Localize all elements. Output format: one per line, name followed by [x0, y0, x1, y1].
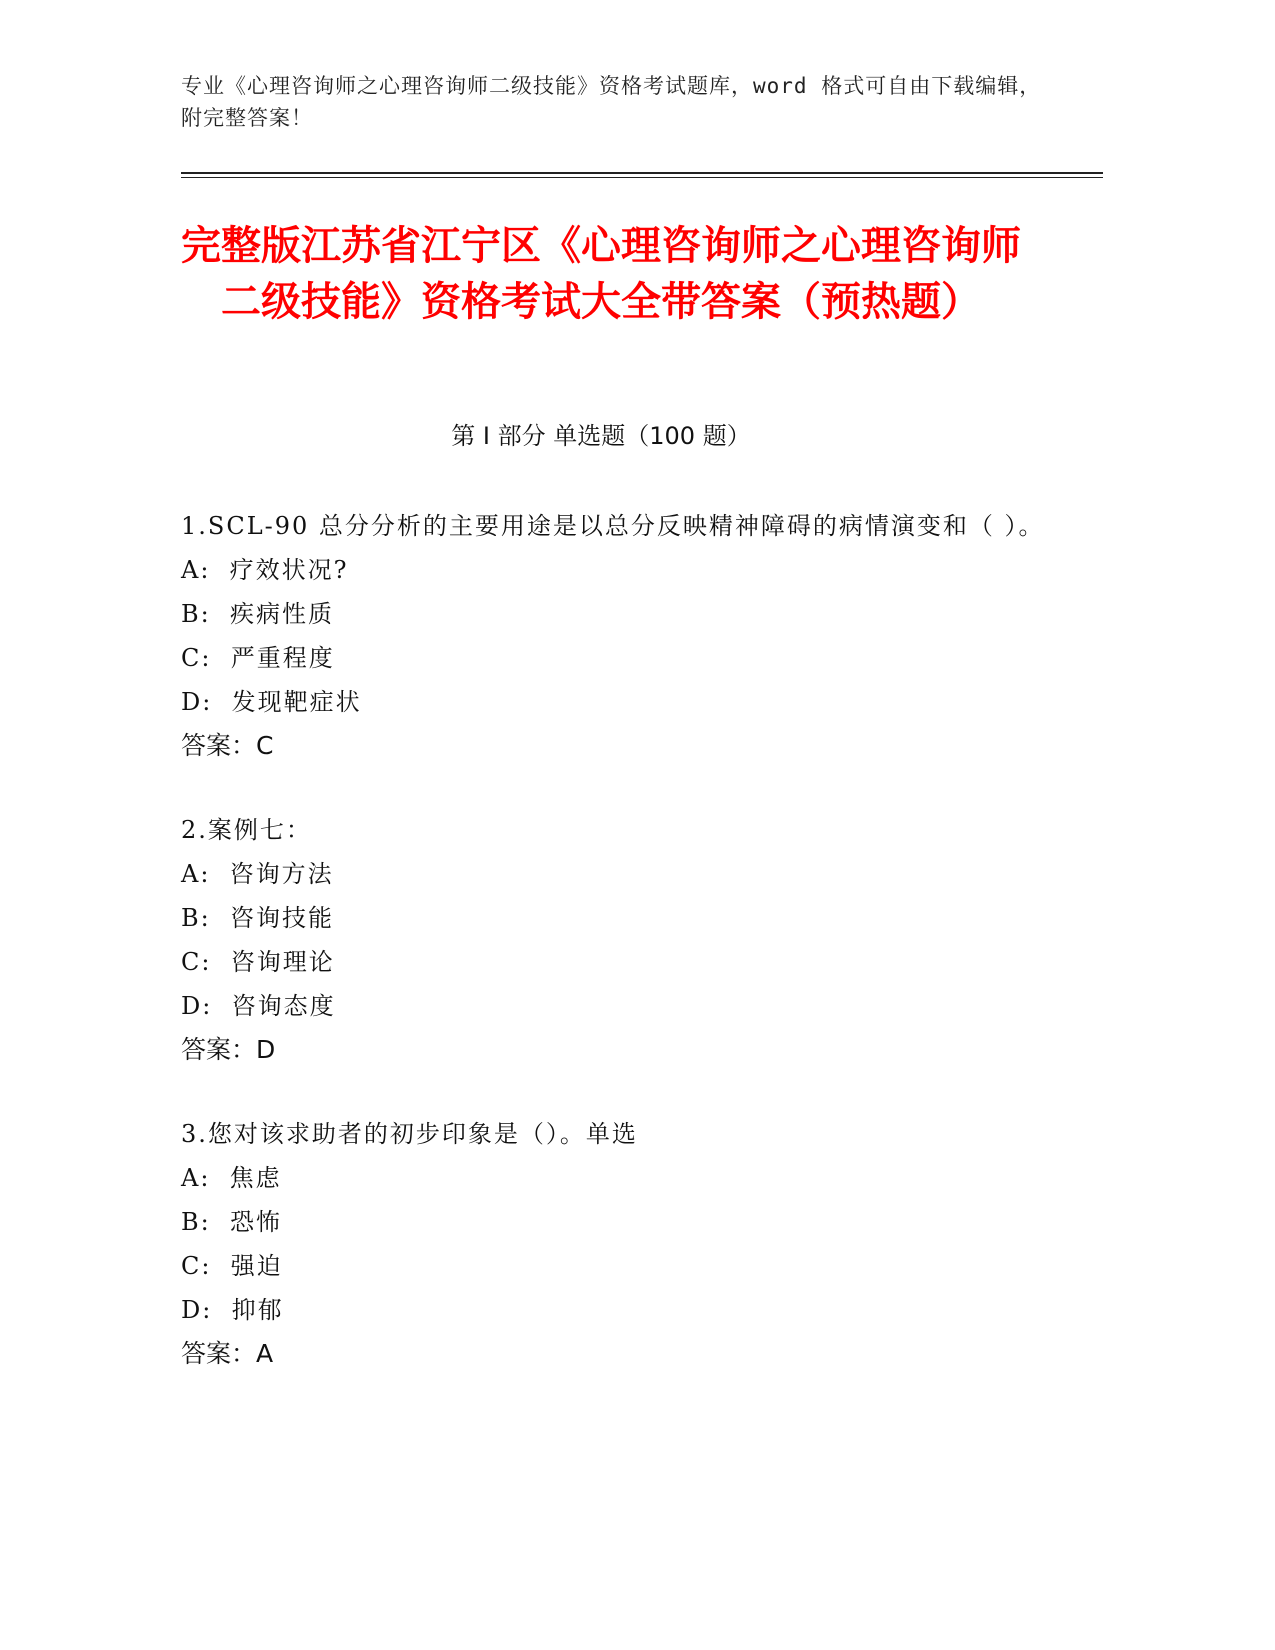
option-b: B: 咨询技能 [181, 904, 334, 932]
option-a: A: 疗效状况? [181, 556, 349, 584]
question-stem: 1.SCL-90 总分分析的主要用途是以总分反映精神障碍的病情演变和（ ）。 [181, 512, 1045, 540]
question-stem: 3.您对该求助者的初步印象是（）。单选 [181, 1120, 638, 1148]
question-item [181, 1112, 1051, 1376]
document-title: 完整版江苏省江宁区《心理咨询师之心理咨询师二级技能》资格考试大全带答案（预热题） [181, 223, 1021, 325]
question-stem: 2.案例七： [181, 816, 312, 844]
question-item [181, 808, 1051, 1072]
option-b: B: 疾病性质 [181, 600, 334, 628]
option-c: C: 咨询理论 [181, 948, 335, 976]
header-note: 专业《心理咨询师之心理咨询师二级技能》资格考试题库，word 格式可自由下载编辑，附完整答案！ [181, 74, 1042, 130]
option-a: A: 咨询方法 [181, 860, 334, 888]
option-c: C: 严重程度 [181, 644, 335, 672]
option-a: A: 焦虑 [181, 1164, 282, 1192]
section-heading: 第 I 部分 单选题（100 题） [451, 422, 751, 450]
header-divider-thick [181, 172, 1103, 174]
question-list [181, 504, 1051, 1416]
option-d: D: 发现靶症状 [181, 688, 362, 716]
header-divider-thin [181, 177, 1103, 178]
answer-line: 答案：A [181, 1339, 274, 1368]
answer-line: 答案：C [181, 731, 274, 760]
option-c: C: 强迫 [181, 1252, 283, 1280]
answer-line: 答案：D [181, 1035, 276, 1064]
option-d: D: 抑郁 [181, 1296, 284, 1324]
option-d: D: 咨询态度 [181, 992, 336, 1020]
option-b: B: 恐怖 [181, 1208, 282, 1236]
question-item [181, 504, 1051, 768]
